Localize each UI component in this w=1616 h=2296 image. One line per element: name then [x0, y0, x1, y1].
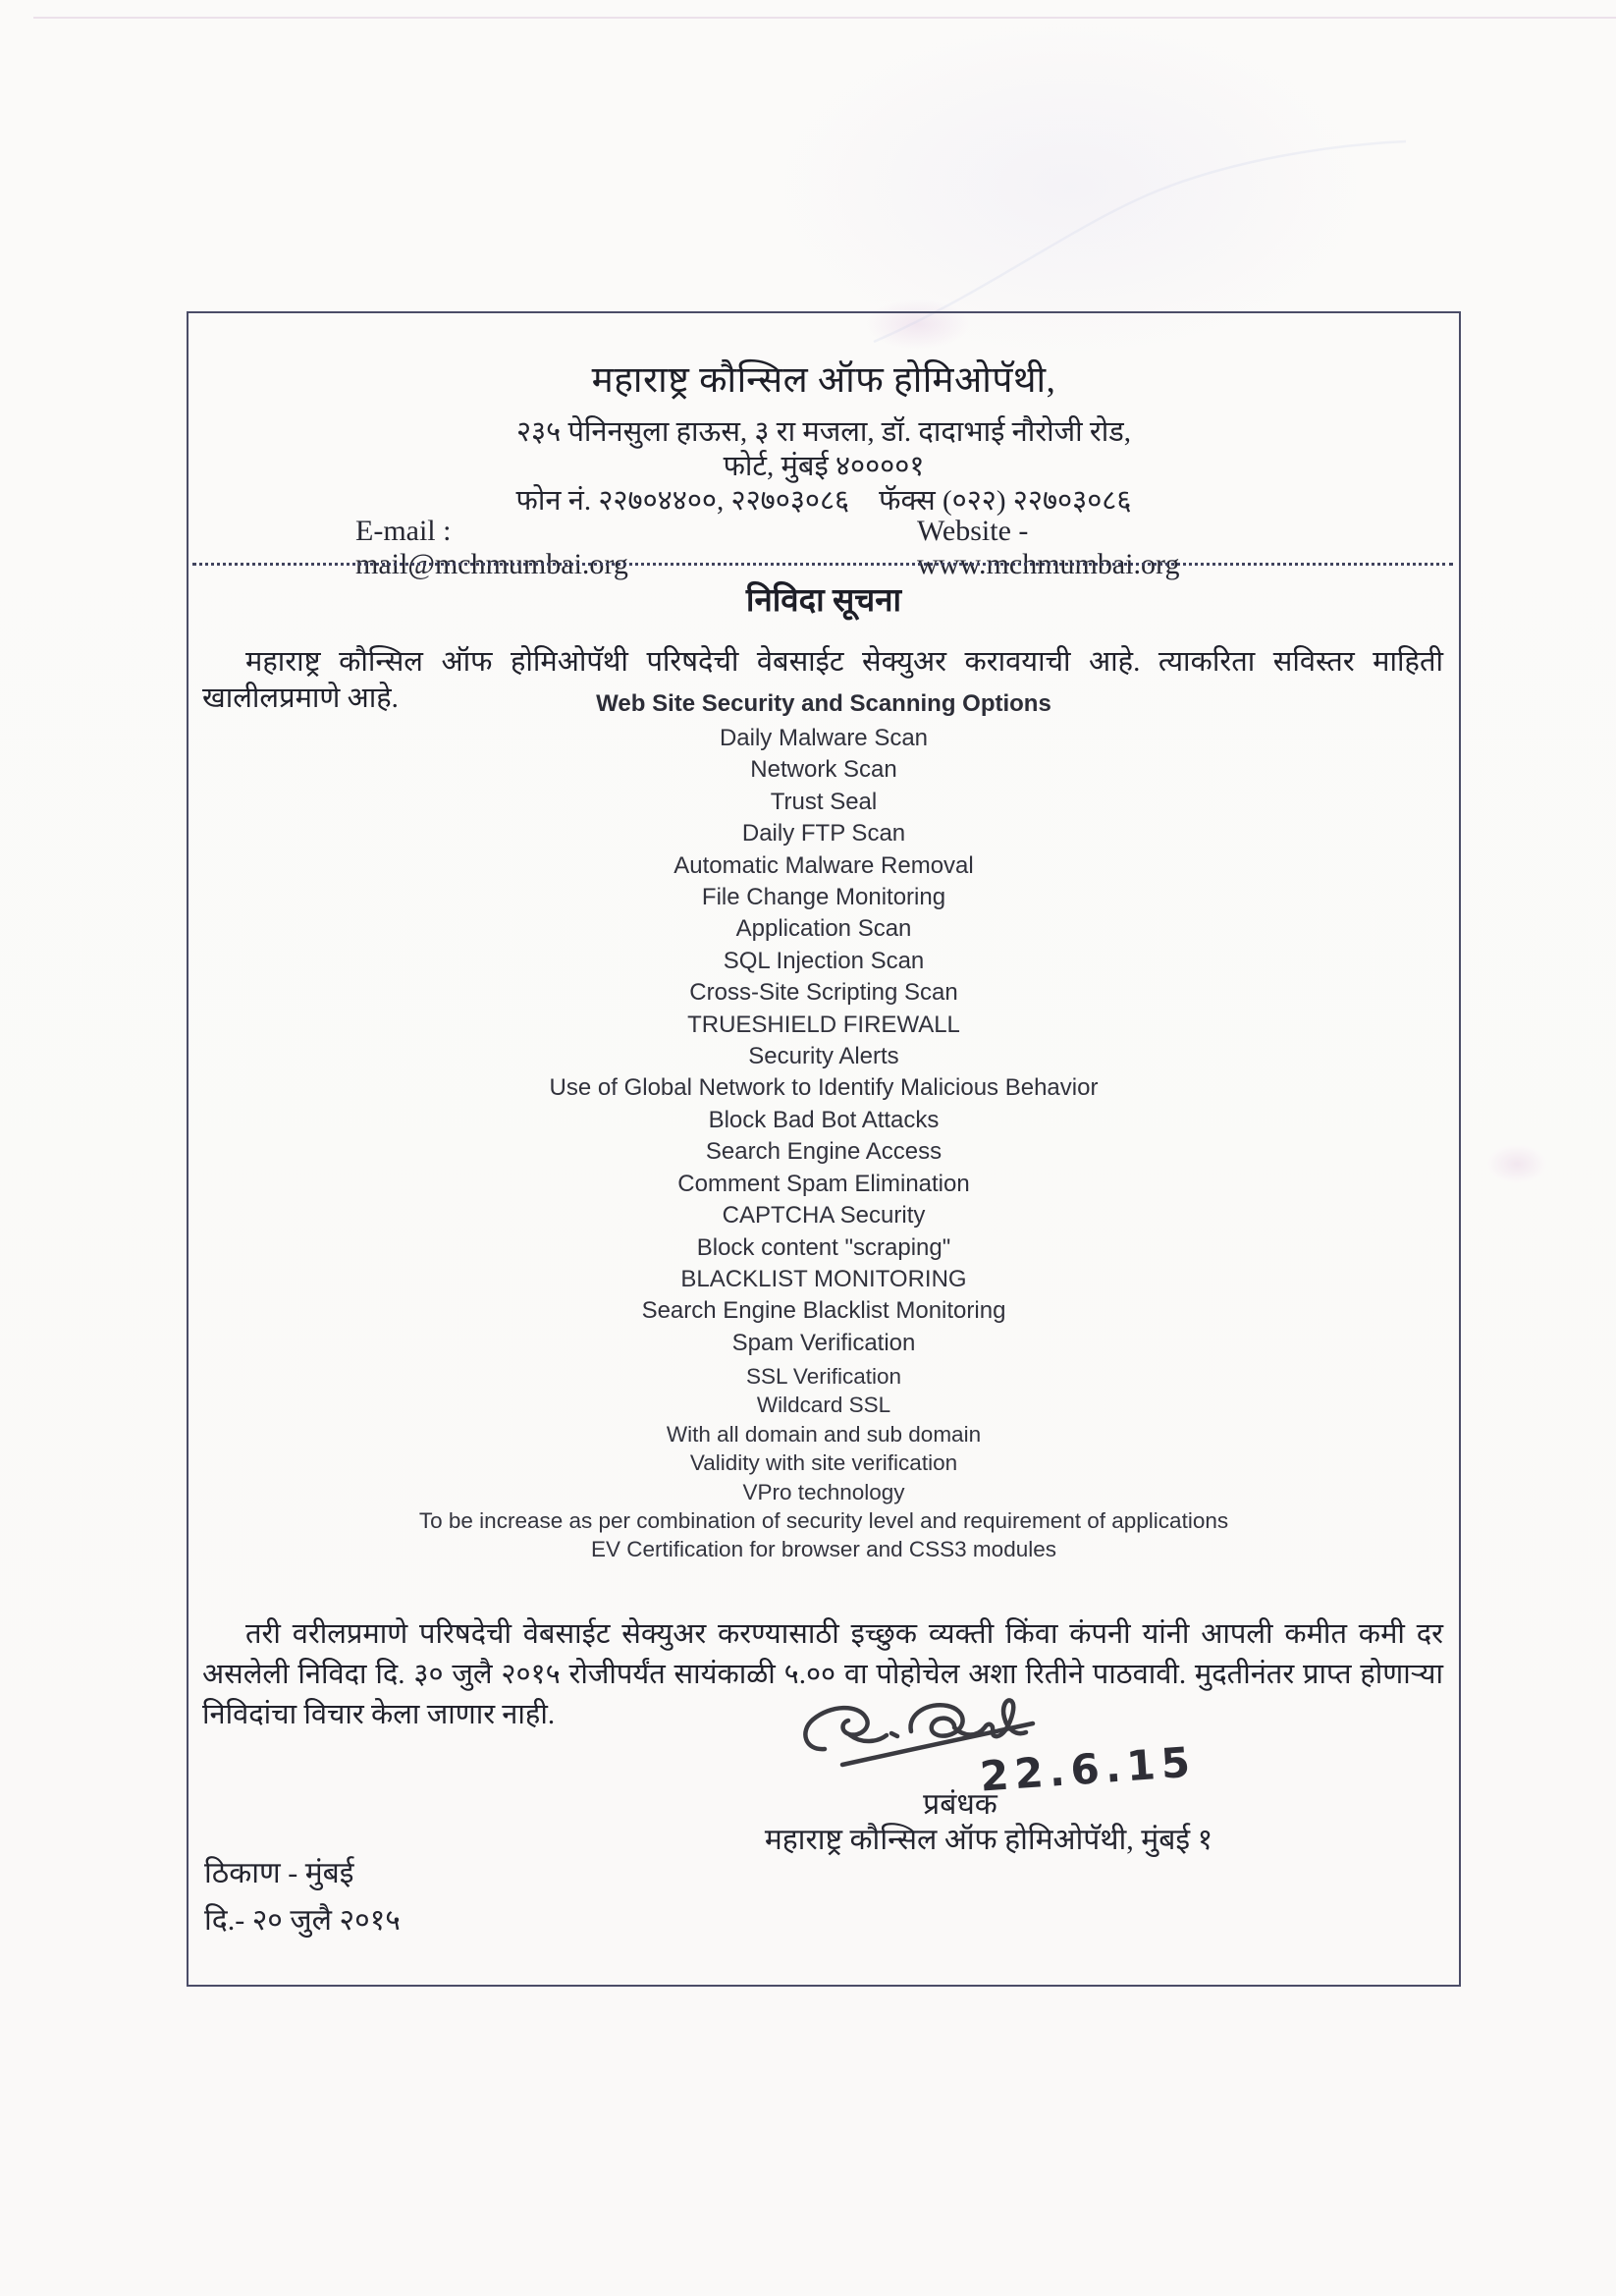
security-options-list	[189, 723, 1459, 1359]
security-option-item: Application Scan	[735, 915, 912, 943]
security-option-item: BLACKLIST MONITORING	[680, 1265, 967, 1292]
security-option-item: Search Engine Access	[705, 1138, 943, 1166]
signatory-org-line: महाराष्ट्र कौन्सिल ऑफ होमिओपॅथी, मुंबई १	[764, 1824, 1213, 1856]
dotted-separator	[192, 563, 1453, 566]
security-option-item: Wildcard SSL	[756, 1393, 891, 1418]
notice-title: निविदा सूचना	[745, 583, 902, 619]
security-option-item: Automatic Malware Removal	[673, 851, 974, 879]
security-option-item: SSL Verification	[745, 1364, 901, 1389]
signatory-designation: प्रबंधक	[923, 1788, 997, 1821]
email-text: E-mail : mail@mchmumbai.org	[355, 515, 628, 580]
security-option-item: Block content "scraping"	[696, 1233, 951, 1261]
security-option-item: Cross-Site Scripting Scan	[689, 979, 958, 1007]
security-option-item: Search Engine Blacklist Monitoring	[641, 1297, 1006, 1325]
address-line-2: फोर्ट, मुंबई ४००००१	[723, 451, 925, 482]
date-line: दि.- २० जुलै २०१५	[204, 1904, 401, 1937]
security-option-item: Daily FTP Scan	[741, 820, 906, 847]
notice-intro-paragraph: महाराष्ट्र कौन्सिल ऑफ होमिओपॅथी परिषदेची वेबसाईट सेक्युअर करावयाची आहे. त्याकरिता सविस्तर माहिती खालीलप्रमाणे आहे.	[202, 646, 1443, 714]
address-line-1: २३५ पेनिनसुला हाऊस, ३ रा मजला, डॉ. दादाभाई नौरोजी रोड,	[515, 416, 1132, 448]
security-option-item: Block Bad Bot Attacks	[708, 1106, 940, 1133]
security-option-item: Spam Verification	[731, 1329, 916, 1356]
document-border-box	[187, 311, 1461, 1987]
security-option-item: Network Scan	[750, 756, 897, 784]
org-name-heading: महाराष्ट्र कौन्सिल ऑफ होमिओपॅथी,	[591, 360, 1056, 401]
place-line: ठिकाण - मुंबई	[204, 1857, 354, 1889]
security-option-item: SQL Injection Scan	[723, 947, 925, 974]
security-option-item: Daily Malware Scan	[719, 725, 929, 751]
security-option-item: Trust Seal	[770, 788, 878, 815]
fax-number: फॅक्स (०२२) २२७०३०८६	[879, 485, 1132, 517]
handwritten-date: 22.6.15	[978, 1737, 1198, 1801]
security-option-item: Validity with site verification	[689, 1450, 958, 1476]
website-text: Website - www.mchmumbai.org	[917, 515, 1180, 580]
security-option-item: TRUESHIELD FIREWALL	[687, 1011, 960, 1038]
security-option-item: Use of Global Network to Identify Malicious Behavior	[549, 1074, 1099, 1102]
security-options-list-secondary	[189, 1362, 1459, 1564]
security-option-item: CAPTCHA Security	[722, 1202, 926, 1230]
security-option-item: Security Alerts	[748, 1043, 899, 1070]
security-option-item: Comment Spam Elimination	[677, 1170, 970, 1197]
closing-paragraph: तरी वरीलप्रमाणे परिषदेची वेबसाईट सेक्युअर करण्यासाठी इच्छुक व्यक्ती किंवा कंपनी यांनी आपली कमीत कमी दर असलेली निविदा दि. ३० जुलै २०१५ रोजीपर्यंत सायंकाळी ५.०० वा पोहोचेल अशा रितीने पाठवावी. मुदतीनंतर प्राप्त होणाऱ्या निविदांचा विचार केला जाणार नाही.	[202, 1618, 1443, 1730]
security-option-item: EV Certification for browser and CSS3 modules	[591, 1537, 1056, 1562]
phone-numbers: फोन नं. २२७०४४००, २२७०३०८६	[515, 485, 850, 517]
security-option-item: VPro technology	[742, 1479, 905, 1504]
security-option-item: To be increase as per combination of security level and requirement of applications	[418, 1508, 1229, 1534]
phone-fax-line	[189, 480, 1459, 519]
security-options-heading: Web Site Security and Scanning Options	[596, 690, 1051, 717]
security-option-item: With all domain and sub domain	[666, 1421, 982, 1447]
security-option-item: File Change Monitoring	[701, 884, 946, 911]
scanner-edge-line	[33, 17, 1616, 19]
